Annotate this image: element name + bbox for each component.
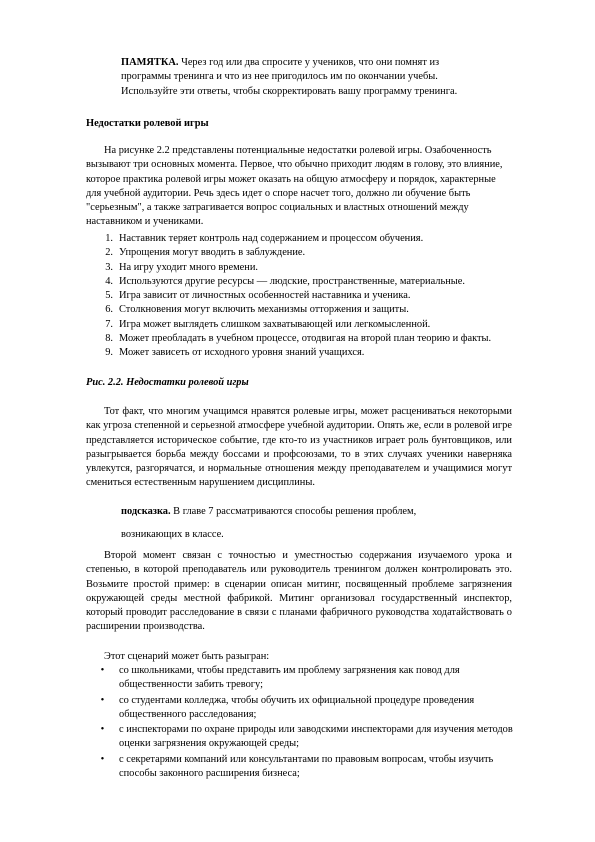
list-item: 3. На игру уходит много времени.	[105, 261, 259, 273]
paragraph-role-play: Тот факт, что многим учащимся нравятся ролевые игры, может расцениваться некоторыми как угроза степенной и серьезной атмосфере учебной аудитории. Опять же, если в ролевой игре представляется историческое событие, где кто-то из участников играет роль бунтовщиков, или разыгрывается борьба между боссами и профсоюзами, то в этих случаях ученики наверняка увлекутся, разгорячатся, и нормальные отношения между преподавателем и учащимися могут смениться естественным нарушением дисциплины.	[86, 406, 512, 489]
hint-text-1: В главе 7 рассматриваются способы решения проблем,	[170, 506, 417, 517]
list-item: • с секретарями компаний или консультантами по правовым вопросам, чтобы изучить способы законного расширения бизнеса;	[100, 753, 494, 780]
list-item: 9. Может зависеть от исходного уровня знаний учащихся.	[105, 347, 365, 359]
hint-line-1	[121, 505, 521, 519]
list-item: • со студентами колледжа, чтобы обучить их официальной процедуре проведения общественного расследования;	[100, 694, 475, 720]
list-item: 4. Используются другие ресурсы — людские, пространственные, материальные.	[105, 275, 465, 287]
memo-text-1: Через год или два спросите у учеников, что они помнят из	[178, 57, 440, 68]
list-item: 8. Может преобладать в учебном процессе, отодвигая на второй план теорию и факты.	[105, 333, 492, 345]
memo-line-3: Используйте эти ответы, чтобы скорректировать вашу программу тренинга.	[121, 85, 458, 97]
memo-line-1	[121, 56, 521, 70]
section-heading: Недостатки ролевой игры	[86, 118, 209, 129]
memo-line-2: программы тренинга и что из нее пригодилось им по окончании учебы.	[121, 71, 438, 83]
list-item: • со школьниками, чтобы представить им проблему загрязнения как повод для общественности забить тревогу;	[100, 665, 460, 691]
scenario-list	[86, 664, 516, 782]
memo-block	[121, 56, 521, 99]
drawbacks-list	[86, 232, 516, 361]
hint-label: подсказка.	[121, 506, 171, 517]
paragraph-intro: На рисунке 2.2 представлены потенциальные недостатки ролевой игры. Озабоченность вызывают три основных момента. Первое, что обычно приходит людям в голову, это влияние, которое практика ролевой игры может оказать на общую атмосферу и порядок, характерные для учебной аудитории. Речь здесь идет о споре насчет того, должно ли обучение быть "серьезным", а также затрагивается вопрос социальных и властных отношений между наставником и учениками.	[86, 145, 503, 228]
figure-caption: Рис. 2.2. Недостатки ролевой игры	[86, 377, 249, 388]
list-item: 2. Упрощения могут вводить в заблуждение.	[105, 247, 306, 259]
hint-line-2: возникающих в классе.	[121, 529, 224, 541]
paragraph-scenario: Этот сценарий может быть разыгран:	[104, 651, 270, 662]
list-item: 5. Игра зависит от личностных особенностей наставника и ученика.	[105, 290, 411, 302]
paragraph-second-point: Второй момент связан с точностью и уместностью содержания изучаемого урока и степенью, в которой преподаватель или руководитель тренингом должен контролировать это. Возьмите простой пример: в сценарии описан митинг, посвященный проблеме загрязнения окружающей среды местной фабрикой. Митинг организовал государственный инспектор, который проводит расследование в связи с планами фабричного руководства ходатайствовать о расширении производства.	[86, 550, 512, 633]
list-item: 6. Столкновения могут включить механизмы отторжения и защиты.	[105, 304, 409, 316]
list-item: 1. Наставник теряет контроль над содержанием и процессом обучения.	[105, 233, 424, 244]
list-item: • с инспекторами по охране природы или заводскими инспекторами для изучения методов оценки загрязнения окружающей среды;	[100, 724, 513, 750]
list-item: 7. Игра может выглядеть слишком захватывающей или легкомысленной.	[105, 318, 431, 330]
hint-block	[121, 505, 521, 552]
memo-label: ПАМЯТКА.	[121, 57, 179, 68]
